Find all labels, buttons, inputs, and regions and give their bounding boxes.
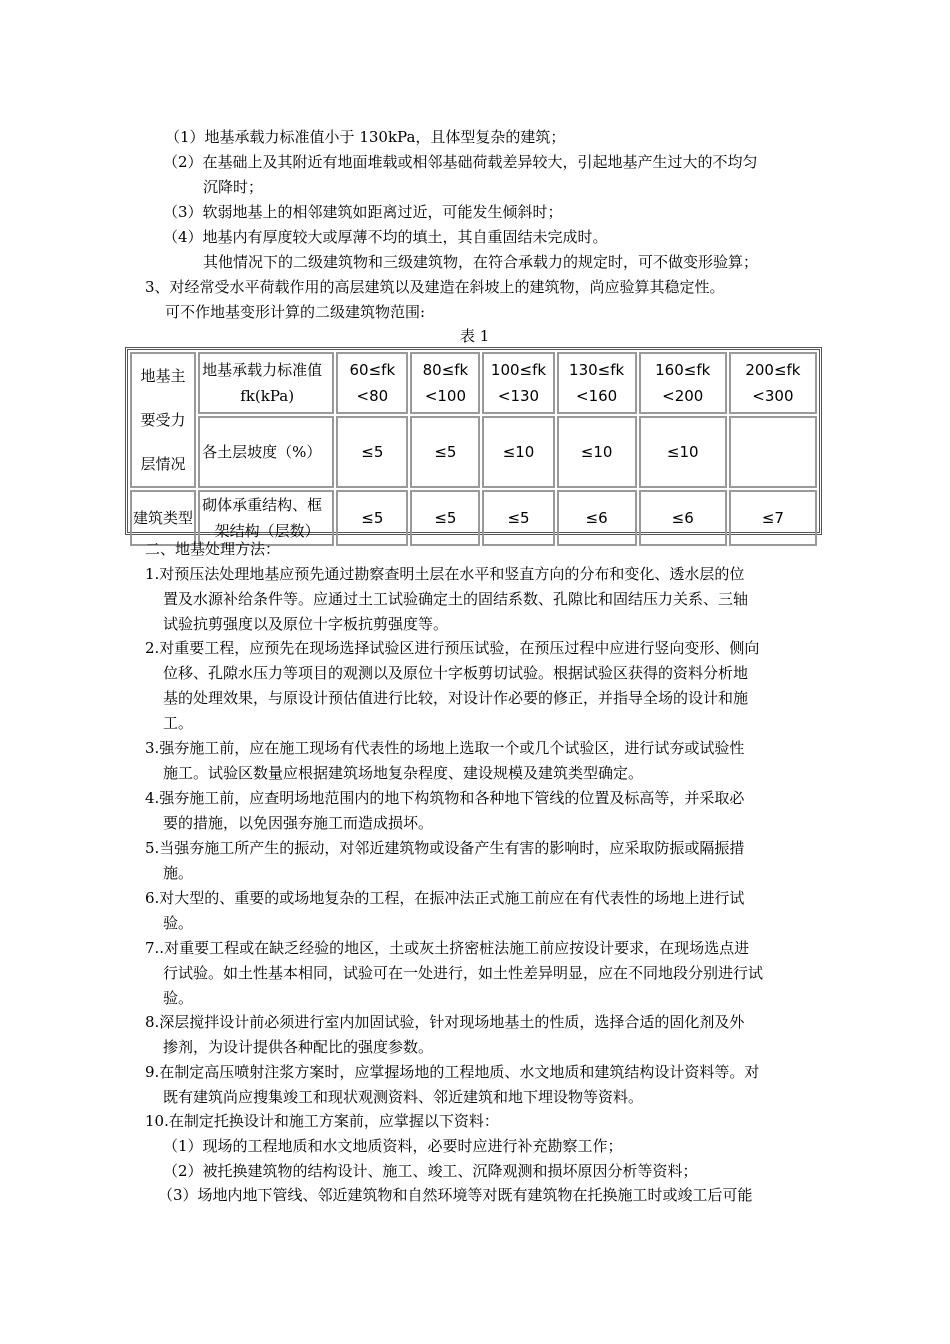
method-line: 验。 <box>163 989 194 1007</box>
method-line: 9.在制定高压喷射注浆方案时，应掌握场地的工程地质、水文地质和建筑结构设计资料等。对 <box>145 1063 760 1081</box>
range-cell: 200≤fk <300 <box>729 352 817 414</box>
slope-cell: ≤5 <box>410 416 480 488</box>
intro-range: 可不作地基变形计算的二级建筑物范围: <box>165 303 426 321</box>
method-line: 4.强夯施工前，应查明场地范围内的地下构筑物和各种地下管线的位置及标高等，并采取必 <box>145 789 745 807</box>
intro-point-3: 3、对经常受水平荷载作用的高层建筑以及建造在斜坡上的建筑物，尚应验算其稳定性。 <box>145 278 725 296</box>
slope-cell: ≤10 <box>482 416 554 488</box>
range-cell: 160≤fk <200 <box>639 352 727 414</box>
floors-cell: ≤5 <box>410 490 480 546</box>
group-building-type: 建筑类型 <box>130 490 196 546</box>
floors-cell: ≤6 <box>639 490 727 546</box>
row2-label: 各土层坡度（%） <box>198 416 334 488</box>
row3-label: 砌体承重结构、框 架结构（层数） <box>198 490 334 546</box>
section-2-heading: 二、地基处理方法： <box>145 540 281 558</box>
slope-cell: ≤10 <box>557 416 637 488</box>
slope-cell: ≤5 <box>336 416 408 488</box>
method-line: 2.对重要工程，应预先在现场选择试验区进行预压试验，在预压过程中应进行竖向变形、侧向 <box>145 639 760 657</box>
range-cell: 60≤fk <80 <box>336 352 408 414</box>
method-line: 工。 <box>163 714 194 732</box>
method-line: 要的措施，以免因强夯施工而造成损坏。 <box>163 814 434 832</box>
method-line: （1）现场的工程地质和水文地质资料，必要时应进行补充勘察工作； <box>163 1137 623 1155</box>
floors-cell: ≤6 <box>557 490 637 546</box>
method-line: （3）场地内地下管线、邻近建筑物和自然环境等对既有建筑物在托换施工时或竣工后可能 <box>158 1186 753 1204</box>
criteria-table <box>125 347 822 540</box>
method-line: 1.对预压法处理地基应预先通过勘察查明土层在水平和竖直方向的分布和变化、透水层的位 <box>145 565 745 583</box>
intro-other: 其他情况下的二级建筑物和三级建筑物，在符合承载力的规定时，可不做变形验算； <box>203 253 759 271</box>
method-line: 施。 <box>163 864 194 882</box>
method-line: 3.强夯施工前，应在施工现场有代表性的场地上选取一个或几个试验区，进行试夯或试验性 <box>145 739 745 757</box>
method-line: 5.当强夯施工所产生的振动，对邻近建筑物或设备产生有害的影响时，应采取防振或隔振措 <box>145 839 745 857</box>
method-line: 掺剂，为设计提供各种配比的强度参数。 <box>163 1038 434 1056</box>
intro-item-2b: 沉降时； <box>203 178 264 196</box>
method-line: 7..对重要工程或在缺乏经验的地区，土或灰土挤密桩法施工前应按设计要求，在现场选点进 <box>145 939 750 957</box>
intro-item-2a: （2）在基础上及其附近有地面堆载或相邻基础荷载差异较大，引起地基产生过大的不均匀 <box>163 153 758 171</box>
table-title: 表 1 <box>460 327 490 345</box>
method-line: 位移、孔隙水压力等项目的观测以及原位十字板剪切试验。根据试验区获得的资料分析地 <box>163 664 749 682</box>
slope-cell <box>729 416 817 488</box>
range-cell: 130≤fk <160 <box>557 352 637 414</box>
method-line: 8.深层搅拌设计前必须进行室内加固试验，针对现场地基土的性质，选择合适的固化剂及外 <box>145 1013 745 1031</box>
method-line: 施工。试验区数量应根据建筑场地复杂程度、建设规模及建筑类型确定。 <box>163 764 644 782</box>
slope-cell: ≤10 <box>639 416 727 488</box>
intro-item-4: （4）地基内有厚度较大或厚薄不均的填土，其自重固结未完成时。 <box>163 228 608 246</box>
range-cell: 100≤fk <130 <box>482 352 554 414</box>
method-line: 验。 <box>163 914 194 932</box>
method-line: 行试验。如土性基本相同，试验可在一处进行，如土性差异明显，应在不同地段分别进行试 <box>163 964 764 982</box>
method-line: （2）被托换建筑物的结构设计、施工、竣工、沉降观测和损坏原因分析等资料； <box>163 1162 698 1180</box>
floors-cell: ≤5 <box>336 490 408 546</box>
method-line: 10.在制定托换设计和施工方案前，应掌握以下资料： <box>145 1112 499 1130</box>
intro-item-3: （3）软弱地基上的相邻建筑如距离过近，可能发生倾斜时； <box>163 203 563 221</box>
range-cell: 80≤fk <100 <box>410 352 480 414</box>
method-line: 既有建筑尚应搜集竣工和现状观测资料、邻近建筑和地下埋设物等资料。 <box>163 1088 644 1106</box>
method-line: 置及水源补给条件等。应通过土工试验确定土的固结系数、孔隙比和固结压力关系、三轴 <box>163 590 749 608</box>
group-foundation-cell: 地基主 要受力 层情况 <box>130 352 196 488</box>
floors-cell: ≤7 <box>729 490 817 546</box>
method-line: 试验抗剪强度以及原位十字板抗剪强度等。 <box>163 615 449 633</box>
method-line: 基的处理效果，与原设计预估值进行比较，对设计作必要的修正，并指导全场的设计和施 <box>163 689 749 707</box>
intro-item-1: （1）地基承载力标准值小于 130kPa，且体型复杂的建筑； <box>165 128 566 146</box>
floors-cell: ≤5 <box>482 490 554 546</box>
row1-label: 地基承载力标准值 fk(kPa) <box>198 352 334 414</box>
method-line: 6.对大型的、重要的或场地复杂的工程，在振冲法正式施工前应在有代表性的场地上进行试 <box>145 889 745 907</box>
